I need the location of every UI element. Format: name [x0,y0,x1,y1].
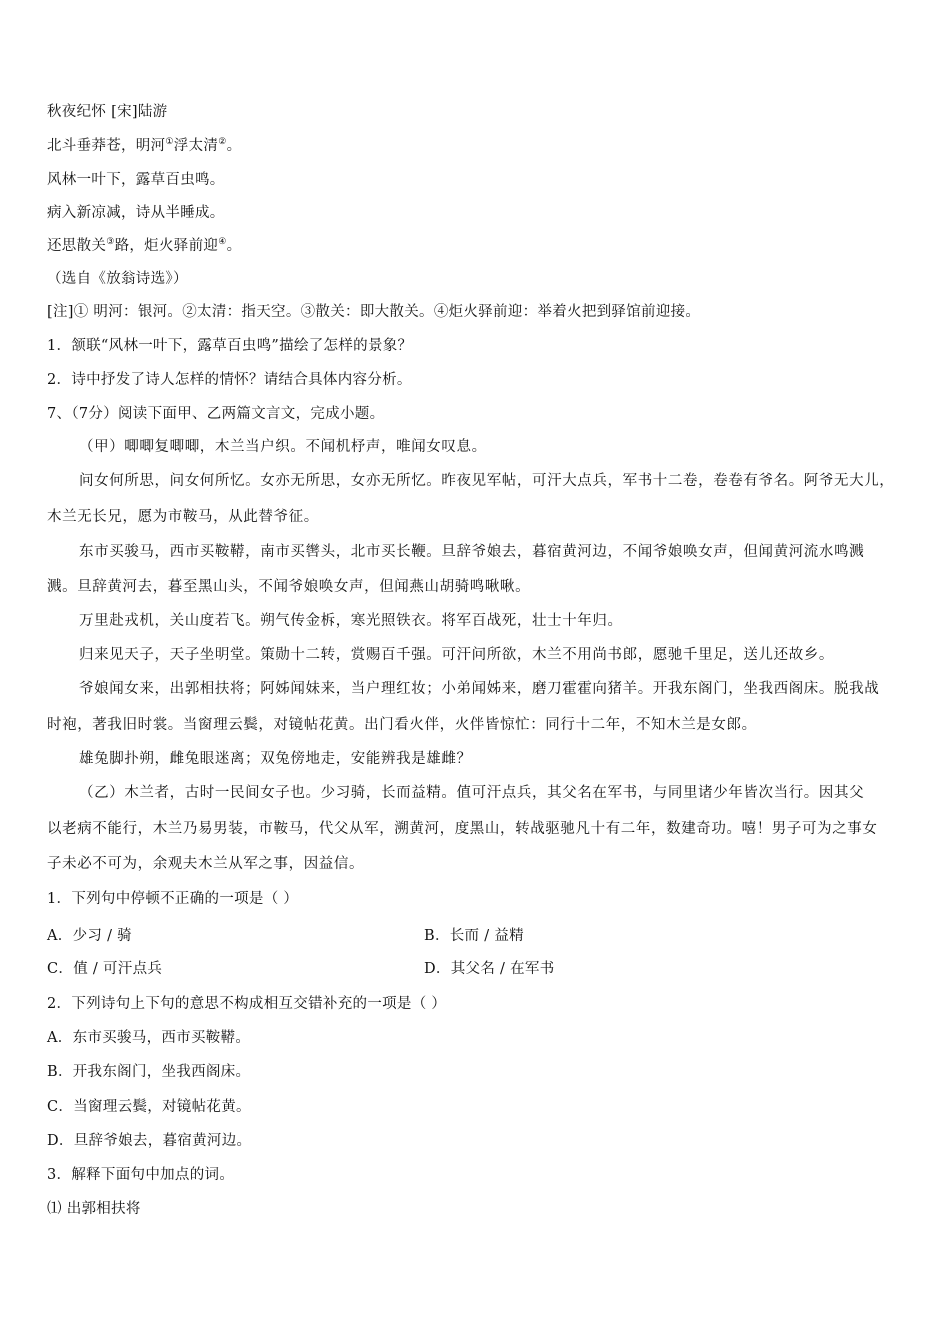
option-2a: A．东市买骏马，西市买鞍鞯。 [47,1030,251,1046]
option-1a: A．少习 / 骑 [47,928,132,944]
option-2b: B．开我东阁门，坐我西阁床。 [47,1064,251,1080]
poem-line-2: 风林一叶下，露草百虫鸣。 [47,172,225,188]
poem-line-1-part-a: 北斗垂莽苍，明河 [47,138,166,154]
passage-jia-p7: 雄兔脚扑朔，雌兔眼迷离；双兔傍地走，安能辨我是雄雌？ [79,751,472,767]
poem-question-1: 1．颔联“风林一叶下，露草百虫鸣”描绘了怎样的景象？ [47,338,413,354]
sub-question-3-item-1: ⑴ 出郭相扶将 [47,1201,141,1217]
option-2d: D．旦辞爷娘去，暮宿黄河边。 [47,1133,252,1149]
passage-jia-p5: 归来见天子，天子坐明堂。策勋十二转，赏赐百千强。可汗问所欲，木兰不用尚书郎，愿驰千里足，送儿还故乡。 [79,647,834,663]
passage-yi-line2: 以老病不能行，木兰乃易男装，市鞍马，代父从军，溯黄河，度黑山，转战驱驰凡十有二年，数建奇功。嘻！男子可为之事女 [47,821,878,837]
poem-line-4 [47,236,907,256]
passage-jia-p3-line1: 东市买骏马，西市买鞍鞯，南市买辔头，北市买长鞭。旦辞爷娘去，暮宿黄河边，不闻爷娘唤女声，但闻黄河流水鸣溅 [79,544,865,560]
footnote-marker-1: ① [165,137,174,148]
option-1c: C．值 / 可汗点兵 [47,961,163,977]
passage-jia-p4: 万里赴戎机，关山度若飞。朔气传金柝，寒光照铁衣。将军百战死，壮士十年归。 [79,613,623,629]
poem-line-1-part-c: 。 [226,138,242,154]
poem-line-1 [47,136,907,156]
passage-yi-line1: （乙）木兰者，古时一民间女子也。少习骑，长而益精。值可汗点兵，其父名在军书，与同里诸少年皆次当行。因其父 [79,785,865,801]
passage-yi-line3: 子未必不可为，余观夫木兰从军之事，因益信。 [47,856,365,872]
poem-line-4-part-a: 还思散关 [47,238,107,254]
poem-question-2: 2．诗中抒发了诗人怎样的情怀？请结合具体内容分析。 [47,372,412,388]
poem-line-4-part-c: 。 [226,238,242,254]
passage-jia-p6-line1: 爷娘闻女来，出郭相扶将；阿姊闻妹来，当户理红妆；小弟闻姊来，磨刀霍霍向猪羊。开我东阁门，坐我西阁床。脱我战 [79,681,880,697]
footnote-marker-3: ③ [106,237,115,248]
sub-question-1: 1．下列句中停顿不正确的一项是（ ） [47,891,299,907]
passage-jia-p1: （甲）唧唧复唧唧，木兰当户织。不闻机杼声，唯闻女叹息。 [79,439,487,455]
passage-jia-p2-line2: 木兰无长兄，愿为市鞍马，从此替爷征。 [47,509,319,525]
section-7-header: 7、（7分）阅读下面甲、乙两篇文言文，完成小题。 [47,406,385,422]
poem-line-3: 病入新凉减，诗从半睡成。 [47,205,225,221]
poem-source: （选自《放翁诗选》） [47,271,188,287]
poem-notes: [注]① 明河：银河。②太清：指天空。③散关：即大散关。④炬火驿前迎：举着火把到驿馆前迎接。 [47,304,701,320]
sub-question-2: 2．下列诗句上下句的意思不构成相互交错补充的一项是（ ） [47,996,447,1012]
option-1b: B．长而 / 益精 [424,928,524,944]
sub-question-3: 3．解释下面句中加点的词。 [47,1167,235,1183]
passage-jia-p2-line1: 问女何所思，问女何所忆。女亦无所思，女亦无所忆。昨夜见军帖，可汗大点兵，军书十二卷，卷卷有爷名。阿爷无大儿， [79,473,895,489]
sub-question-1-row-2 [47,959,907,979]
footnote-marker-4: ④ [218,237,227,248]
sub-question-1-row-1 [47,926,907,946]
option-2c: C．当窗理云鬓，对镜帖花黄。 [47,1099,251,1115]
poem-line-1-part-b: 浮太清 [173,138,219,154]
poem-line-4-part-b: 路，炬火驿前迎 [114,238,219,254]
footnote-marker-2: ② [218,137,227,148]
passage-jia-p3-line2: 溅。旦辞黄河去，暮至黑山头，不闻爷娘唤女声，但闻燕山胡骑鸣啾啾。 [47,579,531,595]
poem-title: 秋夜纪怀 [宋]陆游 [47,104,168,120]
option-1d: D．其父名 / 在军书 [424,961,555,977]
passage-jia-p6-line2: 时袍，著我旧时裳。当窗理云鬓，对镜帖花黄。出门看火伴，火伴皆惊忙：同行十二年，不知木兰是女郎。 [47,717,757,733]
